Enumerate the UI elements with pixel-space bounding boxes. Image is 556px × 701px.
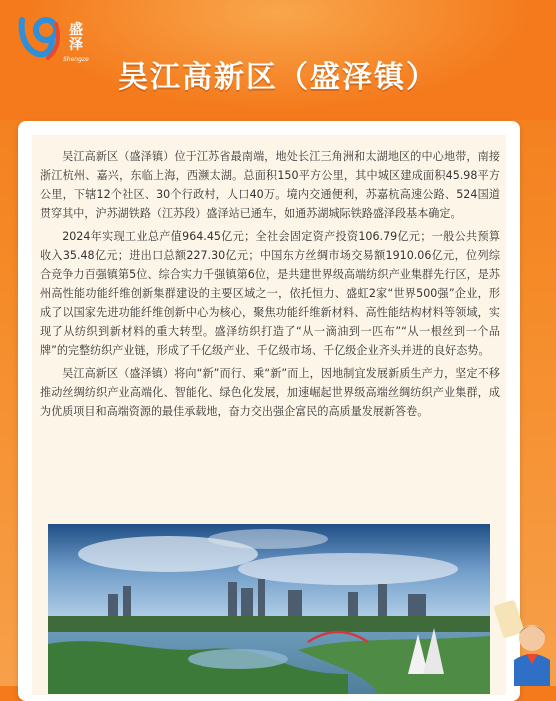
page-title: 吴江高新区（盛泽镇）: [118, 60, 438, 95]
paragraph-economy: 2024年实现工业总产值964.45亿元；全社会固定资产投资106.79亿元；一般公共预算收入35.48亿元；进出口总额227.30亿元；中国东方丝绸市场交易额1910.06亿元，位列综合竞争力百强镇第5位、综合实力千强镇第6位，是共建世界级高端纺织产业集群先行区，是苏州高性能功能纤维创新集群建设的主要区域之一，依托恒力、盛虹2家“世界500强”企业，形成了以国家先进功能纤维创新中心为核心，聚焦功能纤维新材料、高性能结构材料等领域，实现了从纺织到新材料的重大转型。盛泽纺织打造了“从一滴油到一匹布”“从一根丝到一个品牌”的完整纺织产业链，形成了千亿级产业、千亿级市场、千亿级企业齐头并进的良好态势。: [40, 230, 500, 357]
paragraph-outlook: 吴江高新区（盛泽镇）将向“新”而行、乘“新”而上，因地制宜发展新质生产力，坚定不移推动丝绸纺织产业高端化、智能化、绿色化发展，加速崛起世界级高端丝绸纺织产业集群，成为优质项目和高端资源的最佳承载地，奋力交出强企富民的高质量发展新答卷。: [40, 367, 500, 418]
city-photo: [48, 524, 490, 694]
logo-en-text: Shengze: [63, 56, 89, 63]
logo-text: 盛泽: [69, 22, 83, 53]
intro-text: [40, 147, 500, 425]
mascot-illustration: [492, 598, 556, 686]
content-card: [18, 121, 520, 701]
paragraph-location: 吴江高新区（盛泽镇）位于江苏省最南端，地处长江三角洲和太湖地区的中心地带，南接浙江杭州、嘉兴，东临上海，西濒太湖。总面积150平方公里，其中城区建成面积45.98平方公里，下辖12个社区、30个行政村，人口40万。境内交通便利，苏嘉杭高速公路、524国道贯穿其中，沪苏湖铁路（江苏段）盛泽站已通车，如通苏湖城际铁路盛泽段基本确定。: [40, 150, 500, 220]
